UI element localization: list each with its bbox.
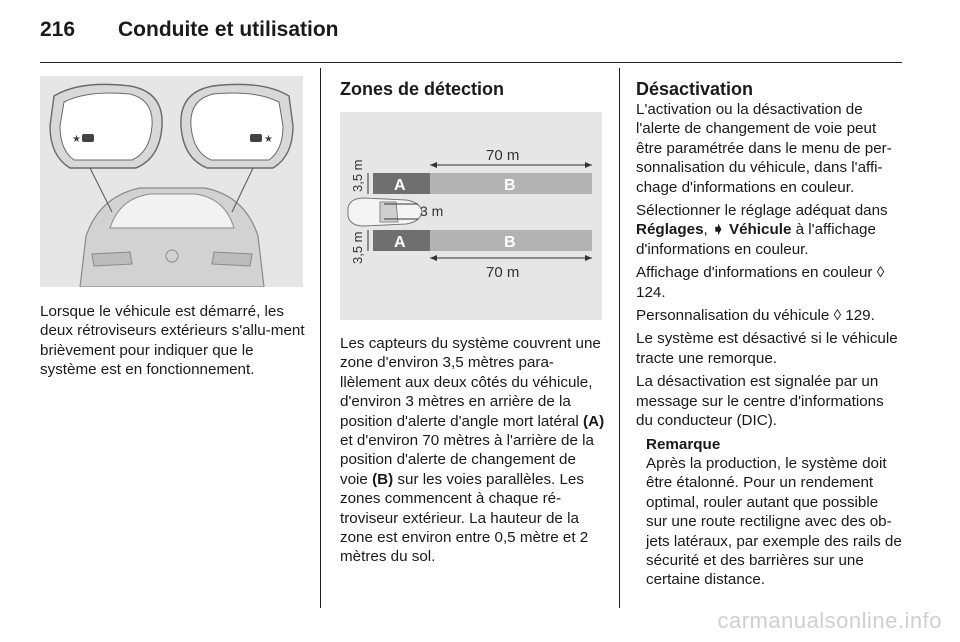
p2-text-end: à l'affichage d'informations en couleur.: [636, 221, 876, 258]
zone-a-ref: (A): [583, 412, 605, 430]
mirror-drawing: [40, 76, 303, 287]
detection-text-3: sur les voies parallèles. Les zones commencent à chaque ré-troviseur extérieur. La hauteur de la zone est environ entre 0,5 mètre et 2 mètres du sol.: [340, 470, 589, 566]
deactivation-p5: Le système est désactivé si le véhicule tracte une remorque.: [636, 330, 898, 367]
mirror-illustration: [40, 76, 303, 287]
note-title: Remarque: [646, 435, 721, 453]
page-header: [40, 18, 902, 58]
p2-separator: ,: [703, 221, 712, 239]
deactivation-p6: La désactivation est signalée par un message sur le centre d'informations du conducteur (DIC).: [636, 373, 884, 430]
label-70m-bottom: 70 m: [486, 264, 520, 281]
settings-label: Réglages: [636, 221, 704, 239]
detection-zones-heading: Zones de détection: [340, 79, 505, 99]
deactivation-p2: [636, 201, 902, 259]
menu-arrow-icon: ➧: [711, 221, 725, 239]
note-box: [646, 435, 902, 590]
svg-text:★: ★: [264, 134, 273, 145]
zone-b-top-label: B: [504, 177, 516, 194]
zone-a-bottom-label: A: [394, 234, 406, 251]
column-2-heading: [340, 78, 606, 100]
p2-text-start: Sélectionner le réglage adéquat dans: [636, 202, 888, 220]
vehicle-label: Véhicule: [728, 221, 792, 239]
deactivation-p4: Personnalisation du véhicule ◊ 129.: [636, 307, 875, 325]
header-rule: [40, 62, 902, 63]
column-1-text: [40, 302, 308, 384]
column-divider-2: [619, 68, 620, 608]
watermark: carmanualsonline.info: [717, 608, 942, 633]
zone-b-ref: (B): [372, 470, 394, 488]
detection-zones-figure: [340, 112, 602, 320]
svg-text:★: ★: [72, 134, 81, 145]
label-3m: 3 m: [420, 203, 444, 219]
zones-diagram: [340, 112, 602, 320]
deactivation-heading: Désactivation: [636, 79, 754, 99]
deactivation-p3: Affichage d'informations en couleur ◊ 124.: [636, 264, 885, 301]
column-divider-1: [320, 68, 321, 608]
label-35m-top: 3,5 m: [350, 159, 365, 192]
deactivation-p1: L'activation ou la désactivation de l'alerte de changement de voie peut être paramétrée dans le menu de per-sonnalisation du véhicule, dans l'affi-chage d'informations en couleur.: [636, 101, 892, 196]
column-2-text: [340, 334, 606, 571]
label-35m-bottom: 3,5 m: [350, 231, 365, 264]
mirror-paragraph: Lorsque le véhicule est démarré, les deux rétroviseurs extérieurs s'allu-ment brièvement pour indiquer que le système est en fonctionnement.: [40, 303, 305, 379]
note-text: Après la production, le système doit être étalonné. Pour un rendement optimal, rouler autant que possible sur une route rectiligne avec des ob-jets latéraux, par exemple des rails de sécurité et des barrières sur une certaine distance.: [646, 454, 902, 589]
zone-a-top-label: A: [394, 177, 406, 194]
column-3-text: [636, 78, 902, 590]
chapter-title: Conduite et utilisation: [118, 18, 339, 41]
detection-paragraph: [340, 334, 606, 567]
zone-b-bottom-label: B: [504, 234, 516, 251]
detection-text-2: et d'environ 70 mètres à l'arrière de la position d'alerte de changement de voie: [340, 432, 594, 488]
label-70m-top: 70 m: [486, 147, 520, 164]
page-number: 216: [40, 18, 76, 41]
detection-text-1: Les capteurs du système couvrent une zone d'environ 3,5 mètres para-llèlement aux deux côtés du véhicule, d'environ 3 mètres en arrière de la position d'alerte d'angle mort latéral: [340, 335, 601, 430]
